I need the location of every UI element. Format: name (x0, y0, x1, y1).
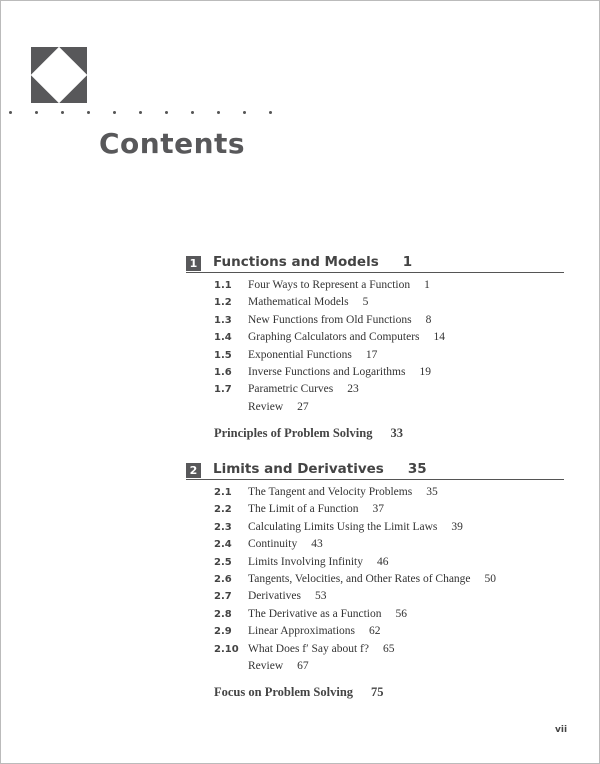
section-number: 2.8 (214, 608, 232, 620)
dotted-rule (9, 111, 295, 114)
page-number: vii (555, 725, 568, 735)
section-page: 8 (425, 313, 432, 326)
section-entry[interactable] (214, 364, 445, 381)
section-entry[interactable] (214, 294, 445, 311)
section-page: 39 (451, 520, 463, 533)
section-page: 17 (365, 348, 378, 361)
section-number: 2.9 (214, 626, 232, 638)
section-title: What Does f′ Say about f? (248, 642, 369, 655)
section-number: 2.4 (214, 539, 232, 551)
section-page: 46 (377, 555, 389, 568)
section-entry[interactable] (214, 641, 496, 658)
section-entry[interactable] (214, 501, 496, 518)
section-title: The Derivative as a Function (248, 607, 382, 620)
diamond-logo-icon (31, 47, 87, 103)
section-number: 1.7 (214, 384, 232, 396)
section-entry[interactable] (214, 277, 445, 294)
section-number: 1.2 (214, 297, 232, 309)
section-page: 35 (426, 486, 438, 498)
section-page: 43 (311, 538, 323, 551)
section-number: 1.3 (214, 314, 232, 326)
section-title: Calculating Limits Using the Limit Laws (248, 520, 438, 533)
section-entry[interactable] (214, 658, 496, 675)
section-number: 2.5 (214, 556, 232, 568)
chapter-heading[interactable] (186, 255, 564, 273)
special-section-title: Focus on Problem Solving (214, 685, 354, 699)
section-title: Limits Involving Infinity (248, 555, 363, 568)
chapter-number: 1 (186, 256, 201, 271)
section-number: 2.2 (214, 504, 232, 516)
section-entry[interactable] (214, 329, 445, 346)
section-title: Four Ways to Represent a Function (248, 279, 411, 291)
section-page: 53 (315, 590, 327, 603)
section-number: 2.3 (214, 521, 232, 533)
section-entry[interactable] (214, 536, 496, 553)
chapter-page: 1 (402, 254, 413, 270)
section-number: 1.1 (214, 280, 232, 291)
special-section-title: Principles of Problem Solving (214, 426, 373, 440)
chapter-heading[interactable] (186, 462, 564, 480)
section-entry[interactable] (214, 623, 496, 640)
section-title: The Tangent and Velocity Problems (248, 486, 413, 498)
section-number: 2.6 (214, 573, 232, 585)
section-page: 56 (395, 607, 407, 620)
section-page: 67 (297, 659, 309, 672)
section-entry[interactable] (214, 554, 496, 571)
chapter-title: Limits and Derivatives (213, 461, 384, 477)
section-title: Continuity (248, 538, 298, 551)
section-entry[interactable] (214, 312, 445, 329)
section-page: 65 (383, 642, 395, 655)
section-number: 1.4 (214, 332, 232, 344)
section-page: 23 (347, 383, 359, 396)
special-section-page: 33 (390, 426, 403, 440)
special-section[interactable] (214, 685, 384, 700)
special-section[interactable] (214, 426, 403, 441)
section-title: Review (248, 400, 284, 413)
section-title: New Functions from Old Functions (248, 313, 412, 326)
section-page: 5 (362, 296, 369, 309)
section-title: Derivatives (248, 590, 302, 603)
section-page: 27 (297, 400, 309, 413)
section-number: 2.7 (214, 591, 232, 603)
page-title: Contents (99, 127, 246, 160)
section-entry[interactable] (214, 381, 445, 398)
special-section-page: 75 (371, 685, 384, 699)
section-title: Mathematical Models (248, 296, 349, 309)
chapter-page: 35 (407, 461, 427, 477)
section-entry[interactable] (214, 571, 496, 588)
chapter-title: Functions and Models (213, 254, 379, 270)
section-entry[interactable] (214, 399, 445, 416)
section-number: 1.5 (214, 349, 232, 361)
section-entry[interactable] (214, 588, 496, 605)
section-entry[interactable] (214, 484, 496, 501)
section-page: 19 (419, 365, 431, 378)
section-page: 62 (369, 625, 381, 638)
section-page: 14 (433, 331, 446, 344)
section-number: 2.1 (214, 487, 232, 498)
section-entry[interactable] (214, 606, 496, 623)
section-title: Graphing Calculators and Computers (248, 331, 420, 344)
section-title: Linear Approximations (248, 625, 355, 638)
section-title: Inverse Functions and Logarithms (248, 365, 406, 378)
section-number: 1.6 (214, 366, 232, 378)
section-title: Tangents, Velocities, and Other Rates of Change (248, 572, 471, 585)
section-page: 50 (484, 572, 497, 585)
section-title: Exponential Functions (248, 348, 352, 361)
section-title: Review (248, 659, 284, 672)
section-number: 2.10 (214, 643, 239, 655)
section-entry[interactable] (214, 519, 496, 536)
section-title: The Limit of a Function (248, 503, 359, 516)
section-list (214, 484, 496, 675)
section-title: Parametric Curves (248, 383, 334, 396)
section-page: 1 (424, 279, 430, 291)
section-entry[interactable] (214, 347, 445, 364)
section-page: 37 (372, 503, 385, 516)
chapter-number: 2 (186, 463, 201, 478)
section-list (214, 277, 445, 416)
